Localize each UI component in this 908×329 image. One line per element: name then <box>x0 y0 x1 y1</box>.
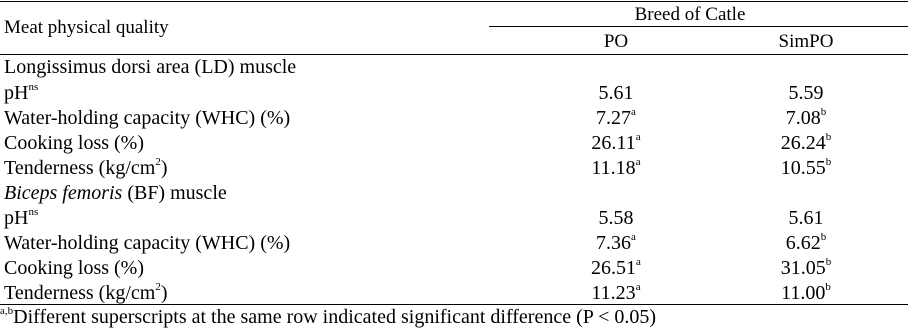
top-rule <box>0 1 908 2</box>
cell-po: 11.18$^a$ <box>591 156 641 179</box>
cell-simpo: 5.61 <box>788 207 824 229</box>
row-label: Water-holding capacity (WHC) (%) <box>4 232 291 254</box>
row-label: Cooking loss (%) <box>4 132 144 154</box>
row-label: $pH^{ns}$ <box>4 206 39 229</box>
cell-simpo: 5.59 <box>788 82 824 104</box>
cell-po: 5.58 <box>598 207 634 229</box>
row-label: Water-holding capacity (WHC) (%) <box>4 107 291 129</box>
cell-simpo: 7.08$^b$ <box>785 106 827 129</box>
row-label-header: Meat physical quality <box>4 17 169 38</box>
cell-simpo: 6.62$^b$ <box>785 231 827 254</box>
group-header-rule <box>489 26 908 27</box>
section-title-ld: Longissimus dorsi area (LD) muscle <box>4 56 297 78</box>
cell-po: 26.11$^a$ <box>591 131 641 154</box>
cell-po: 26.51$^a$ <box>591 256 641 279</box>
header-bottom-rule <box>0 54 908 55</box>
row-label: Tenderness $(kg/cm^2)$ <box>4 156 168 179</box>
cell-simpo: 31.05$^b$ <box>780 256 832 279</box>
section-title-bf: Biceps femoris (BF) muscle <box>4 182 227 204</box>
cell-simpo: 10.55$^b$ <box>780 156 832 179</box>
breed-group-header: Breed of Catle <box>634 4 746 25</box>
row-label: $pH^{ns}$ <box>4 81 39 104</box>
row-label: Tenderness $(kg/cm^2)$ <box>4 281 168 304</box>
row-label: Cooking loss (%) <box>4 257 144 279</box>
cell-po: 5.61 <box>598 82 634 104</box>
column-header-simpo: SimPO <box>778 31 834 52</box>
cell-simpo: 26.24$^b$ <box>780 131 832 154</box>
bottom-rule <box>0 304 908 305</box>
cell-simpo: 11.00$^b$ <box>781 281 831 304</box>
cell-po: 7.36$^a$ <box>596 231 636 254</box>
cell-po: 11.23$^a$ <box>591 281 641 304</box>
column-header-po: PO <box>603 31 629 52</box>
table-footnote: $^{a,b}$Different superscripts at the same row indicated significant difference (P < 0.05) <box>0 305 657 328</box>
cell-po: 7.27$^a$ <box>596 106 636 129</box>
